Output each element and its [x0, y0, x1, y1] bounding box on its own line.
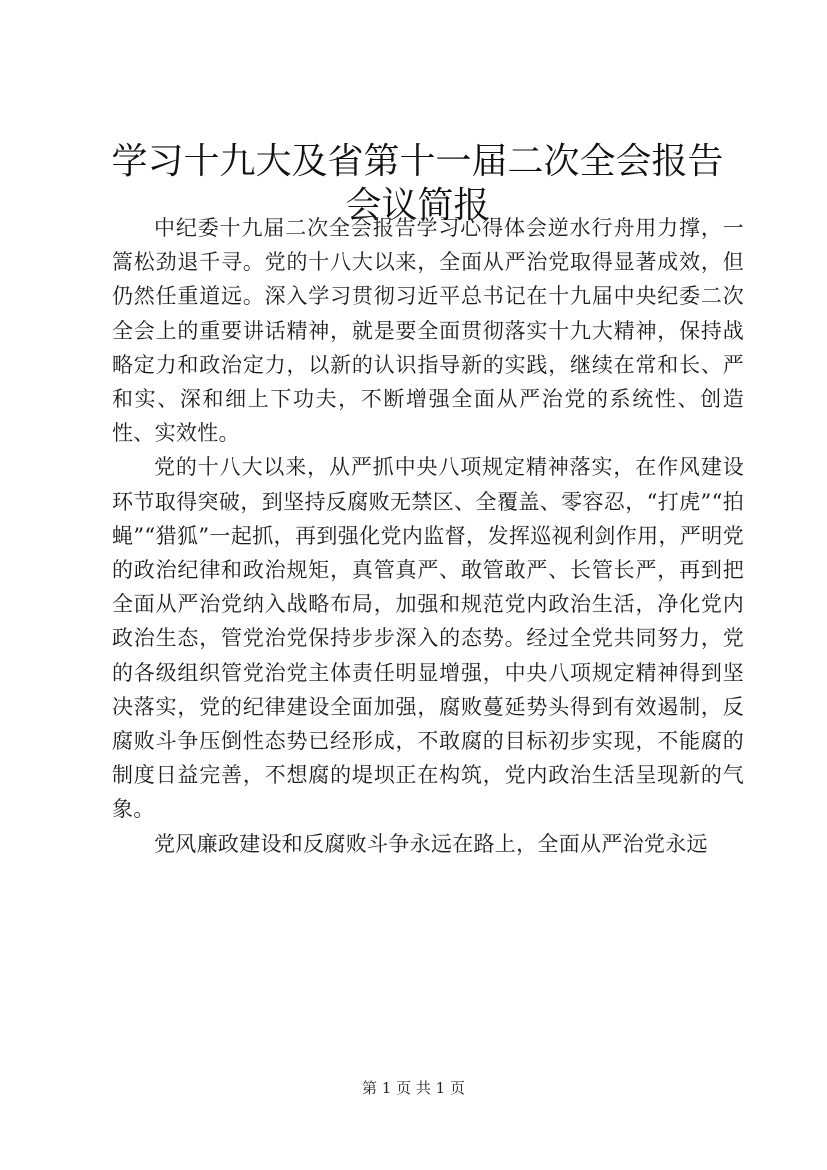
paragraph: 党的十八大以来，从严抓中央八项规定精神落实，在作风建设环节取得突破，到坚持反腐败无禁区、全覆盖、零容忍，“打虎”“拍蝇”“猎狐”一起抓，再到强化党内监督，发挥巡视利剑作用，严明党的政治纪律和政治规矩，真管真严、敢管敢严、长管长严，再到把全面从严治党纳入战略布局，加强和规范党内政治生活，净化党内政治生态，管党治党保持步步深入的态势。经过全党共同努力，党的各级组织管党治党主体责任明显增强，中央八项规定精神得到坚决落实，党的纪律建设全面加强，腐败蔓延势头得到有效遏制，反腐败斗争压倒性态势已经形成，不敢腐的目标初步实现，不能腐的制度日益完善，不想腐的堤坝正在构筑，党内政治生活呈现新的气象。	[112, 455, 744, 822]
page-footer: 第 1 页 共 1 页	[362, 1079, 465, 1097]
document-title: 学习十九大及省第十一届二次全会报告会议简报	[111, 141, 724, 226]
document-body	[112, 211, 744, 861]
paragraph: 党风廉政建设和反腐败斗争永远在路上，全面从严治党永远	[154, 831, 708, 856]
paragraph: 中纪委十九届二次全会报告学习心得体会逆水行舟用力撑，一篙松劲退千寻。党的十八大以来，全面从严治党取得显著成效，但仍然任重道远。深入学习贯彻习近平总书记在十九届中央纪委二次全会上的重要讲话精神，就是要全面贯彻落实十九大精神，保持战略定力和政治定力，以新的认识指导新的实践，继续在常和长、严和实、深和细上下功夫，不断增强全面从严治党的系统性、创造性、实效性。	[112, 216, 744, 446]
